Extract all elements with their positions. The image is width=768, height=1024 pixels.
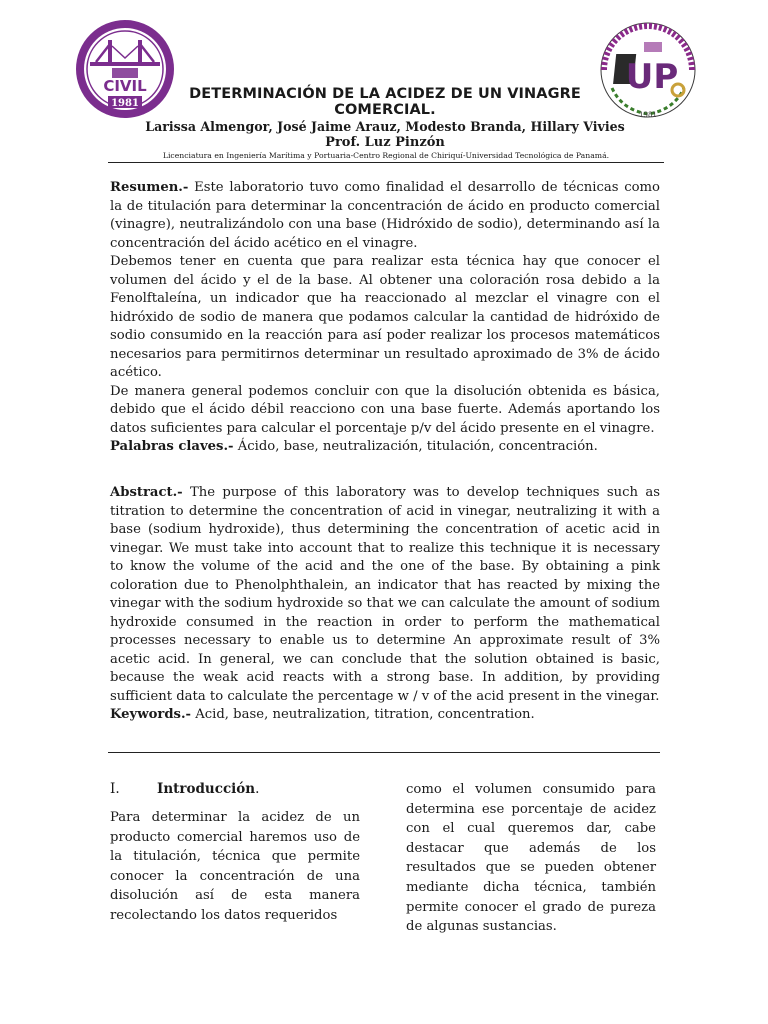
abstract-es bbox=[110, 179, 660, 457]
logo-up-year: 1981 bbox=[639, 111, 657, 119]
abstract-es-para3: De manera general podemos concluir con que la disolución obtenida es básica, debido que el ácido débil reacciono con una base fuerte. Además aportando los datos suficientes para calcular el porcentaje p/v del ácido presente en el vinagre. bbox=[110, 383, 660, 436]
paper-title-line2: COMERCIAL. bbox=[334, 102, 436, 118]
section-divider bbox=[108, 752, 660, 753]
section-heading-introduction: I. Introducción. bbox=[110, 781, 260, 797]
intro-right-text: como el volumen consumido para determina ese porcentaje de acidez con el cual queremos dar, cabe destacar que además de los resultados que se pueden obtener mediante dicha técnica, también permite conocer el grado de pureza de algunas sustancias. bbox=[406, 782, 656, 935]
abstract-es-para1: Resumen.- Este laboratorio tuvo como finalidad el desarrollo de técnicas como la de titulación para determinar la concentración de ácido en producto comercial (vinagre), neutralizándolo con una base (Hidróxido de sodio), determinando así la concentración del ácido acético en el vinagre. bbox=[110, 180, 660, 251]
paper-title bbox=[150, 86, 620, 118]
header-divider bbox=[108, 162, 664, 163]
keywords-en: Keywords.- Acid, base, neutralization, titration, concentration. bbox=[110, 707, 535, 722]
abstract-es-label: Resumen.- bbox=[110, 180, 189, 195]
professor: Prof. Luz Pinzón bbox=[325, 135, 445, 150]
section-title: Introducción bbox=[157, 781, 256, 797]
paper-title-line1: DETERMINACIÓN DE LA ACIDEZ DE UN VINAGRE bbox=[189, 86, 581, 102]
abstract-en bbox=[110, 484, 660, 725]
keywords-en-label: Keywords.- bbox=[110, 707, 192, 722]
abstract-en-label: Abstract.- bbox=[110, 485, 183, 500]
logo-civil-year: 1981 bbox=[111, 98, 139, 109]
abstract-es-para2: Debemos tener en cuenta que para realizar esta técnica hay que conocer el volumen del ácido y el de la base. Al obtener una coloración rosa debido a la Fenolftaleína, un indicador que ha reaccionado al mezclar el vinagre con el hidróxido de sodio de manera que podamos calcular la cantidad de hidróxido de sodio consumido en la reacción para así poder realizar los procesos matemáticos necesarios para permitirnos determinar un resultado aproximado de 3% de ácido acético. bbox=[110, 254, 660, 380]
abstract-en-text: Abstract.- The purpose of this laboratory was to develop techniques such as titration to determine the concentration of acid in vinegar, neutralizing it with a base (sodium hydroxide), thus determining the concentration of acetic acid in vinegar. We must take into account that to realize this technique it is necessary to know the volume of the acid and the one of the base. By obtaining a pink coloration due to Phenolphthalein, an indicator that has reacted by mixing the vinegar with the sodium hydroxide so that we can calculate the amount of sodium hydroxide consumed in the reaction in order to perform the mathematical processes necessary to enable us to determine An approximate result of 3% acetic acid. In general, we can conclude that the solution obtained is basic, because the weak acid reacts with a strong base. In addition, by providing sufficient data to calculate the percentage w / v of the acid present in the vinegar. bbox=[110, 485, 660, 704]
authors: Larissa Almengor, José Jaime Arauz, Modesto Branda, Hillary Vivies bbox=[145, 119, 625, 134]
intro-column-right bbox=[406, 780, 656, 937]
logo-civil-text: CIVIL bbox=[103, 77, 147, 95]
keywords-es-label: Palabras claves bbox=[110, 439, 224, 454]
affiliation: Licenciatura en Ingeniería Marítima y Portuaria-Centro Regional de Chiriquí-Universidad Tecnológica de Panamá. bbox=[162, 151, 610, 160]
keywords-es: Palabras claves.- Ácido, base, neutralización, titulación, concentración. bbox=[110, 439, 598, 454]
section-number: I. bbox=[110, 781, 120, 797]
logo-up-text: UP bbox=[625, 57, 679, 97]
intro-column-left bbox=[110, 808, 360, 926]
intro-left-text: Para determinar la acidez de un producto comercial haremos uso de la titulación, técnica que permite conocer la concentración de una disolución así de esta manera recolectando los datos requeridos bbox=[110, 810, 360, 923]
